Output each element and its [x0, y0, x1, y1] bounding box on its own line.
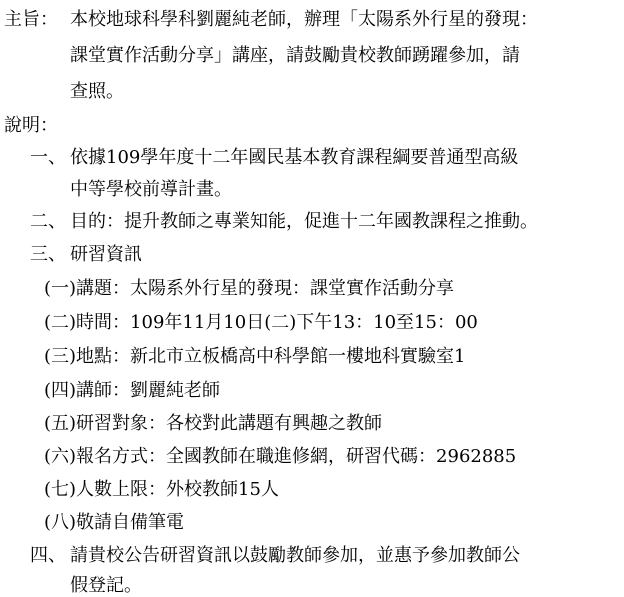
item-number-4: 四、: [30, 545, 66, 566]
subject-line-3: 查照。: [70, 81, 124, 102]
item-number-1: 一、: [30, 147, 66, 168]
item-number-3: 三、: [30, 244, 66, 265]
sub-item-6: (六)報名方式：全國教師在職進修網，研習代碼：2962885: [44, 446, 517, 467]
sub-item-1: (一)講題：太陽系外行星的發現：課堂實作活動分享: [44, 278, 455, 299]
subject-label: 主旨：: [4, 9, 58, 30]
item-number-2: 二、: [30, 211, 66, 232]
sub-item-3: (三)地點：新北市立板橋高中科學館一樓地科實驗室1: [44, 346, 466, 367]
item-3-line-1: 研習資訊: [70, 244, 142, 265]
sub-item-7: (七)人數上限：外校教師15人: [44, 479, 279, 500]
item-4-line-1: 請貴校公告研習資訊以鼓勵教師參加，並惠予參加教師公: [70, 545, 520, 566]
explain-label: 說明：: [4, 115, 58, 136]
sub-item-2: (二)時間：109年11月10日(二)下午13：10至15：00: [44, 312, 478, 333]
subject-line-2: 課堂實作活動分享」講座，請鼓勵貴校教師踴躍參加，請: [70, 45, 520, 66]
item-1-line-1: 依據109學年度十二年國民基本教育課程綱要普通型高級: [70, 147, 519, 168]
sub-item-4: (四)講師：劉麗純老師: [44, 380, 221, 401]
item-1-line-2: 中等學校前導計畫。: [70, 179, 232, 200]
sub-item-8: (八)敬請自備筆電: [44, 512, 185, 533]
item-4-line-2: 假登記。: [70, 575, 142, 596]
sub-item-5: (五)研習對象：各校對此講題有興趣之教師: [44, 413, 383, 434]
subject-line-1: 本校地球科學科劉麗純老師，辦理「太陽系外行星的發現：: [70, 9, 538, 30]
item-2-line-1: 目的：提升教師之專業知能，促進十二年國教課程之推動。: [70, 211, 538, 232]
